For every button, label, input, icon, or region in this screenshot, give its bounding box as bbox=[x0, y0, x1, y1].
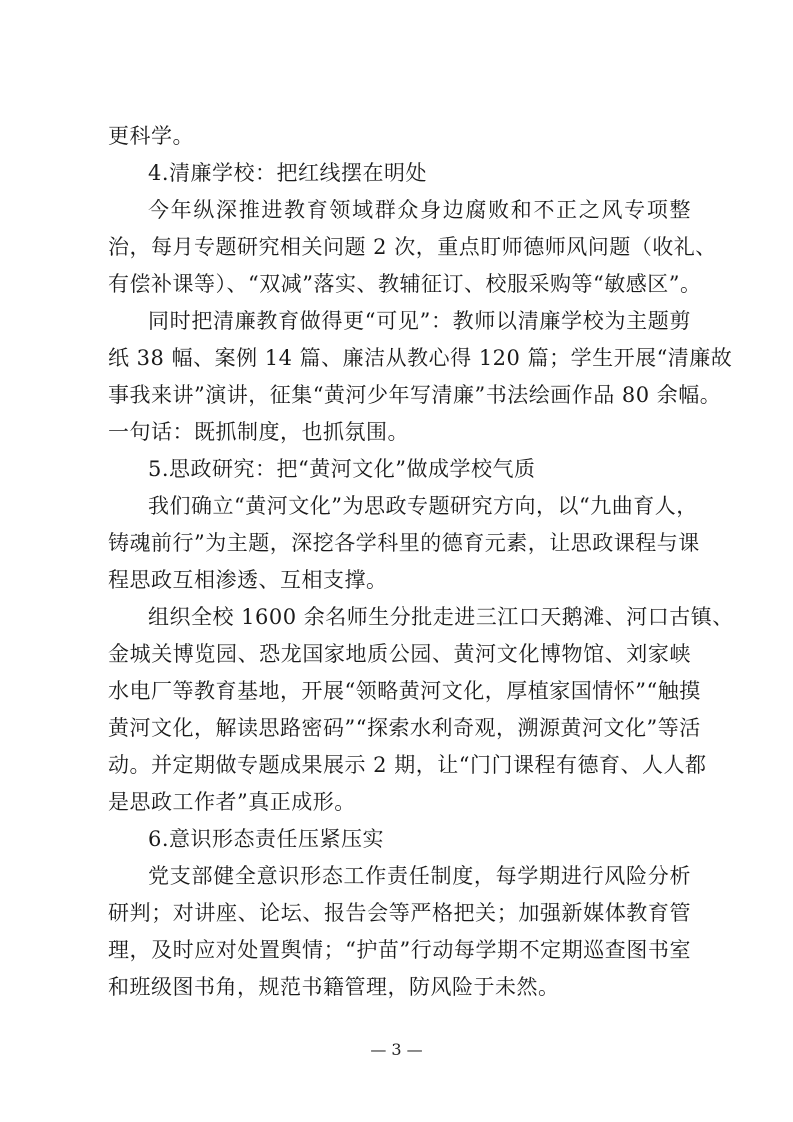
section-heading: 4.清廉学校：把红线摆在明处 bbox=[148, 161, 428, 185]
paragraph-line: 纸 38 幅、案例 14 篇、廉洁从教心得 120 篇；学生开展“清廉故 bbox=[108, 346, 733, 370]
paragraph-line: 更科学。 bbox=[108, 124, 194, 148]
paragraph-line: 理，及时应对处置舆情；“护苗”行动每学期不定期巡查图书室 bbox=[108, 938, 691, 962]
paragraph-line: 一句话：既抓制度，也抓氛围。 bbox=[108, 420, 409, 444]
section-heading: 6.意识形态责任压紧压实 bbox=[148, 827, 385, 851]
paragraph-line: 有偿补课等）、“双减”落实、教辅征订、校服采购等“敏感区”。 bbox=[108, 272, 702, 296]
paragraph-line: 研判；对讲座、论坛、报告会等严格把关；加强新媒体教育管 bbox=[108, 901, 691, 925]
section-heading: 5.思政研究：把“黄河文化”做成学校气质 bbox=[148, 457, 536, 481]
paragraph-line: 治，每月专题研究相关问题 2 次，重点盯师德师风问题（收礼、 bbox=[108, 235, 717, 259]
paragraph-line: 我们确立“黄河文化”为思政专题研究方向，以“九曲育人， bbox=[148, 494, 698, 518]
paragraph-line: 事我来讲”演讲，征集“黄河少年写清廉”书法绘画作品 80 余幅。 bbox=[108, 383, 722, 407]
page-number: — 3 — bbox=[370, 1040, 423, 1059]
paragraph-line: 水电厂等教育基地，开展“领略黄河文化，厚植家国情怀”“触摸 bbox=[108, 679, 701, 703]
paragraph-line: 金城关博览园、恐龙国家地质公园、黄河文化博物馆、刘家峡 bbox=[108, 642, 691, 666]
paragraph-line: 是思政工作者”真正成形。 bbox=[108, 790, 356, 814]
paragraph-line: 今年纵深推进教育领域群众身边腐败和不正之风专项整 bbox=[148, 198, 691, 222]
paragraph-line: 和班级图书角，规范书籍管理，防风险于未然。 bbox=[108, 975, 560, 999]
paragraph-line: 党支部健全意识形态工作责任制度，每学期进行风险分析 bbox=[148, 864, 691, 888]
paragraph-line: 动。并定期做专题成果展示 2 期，让“门门课程有德育、人人都 bbox=[108, 753, 707, 777]
document-page bbox=[108, 118, 734, 1006]
paragraph-line: 组织全校 1600 余名师生分批走进三江口天鹅滩、河口古镇、 bbox=[148, 605, 734, 629]
paragraph-line: 黄河文化，解读思路密码”“探索水利奇观，溯源黄河文化”等活 bbox=[108, 716, 701, 740]
paragraph-line: 程思政互相渗透、互相支撑。 bbox=[108, 568, 388, 592]
paragraph-line: 铸魂前行”为主题，深挖各学科里的德育元素，让思政课程与课 bbox=[108, 531, 700, 555]
paragraph-line: 同时把清廉教育做得更“可见”：教师以清廉学校为主题剪 bbox=[148, 309, 691, 333]
